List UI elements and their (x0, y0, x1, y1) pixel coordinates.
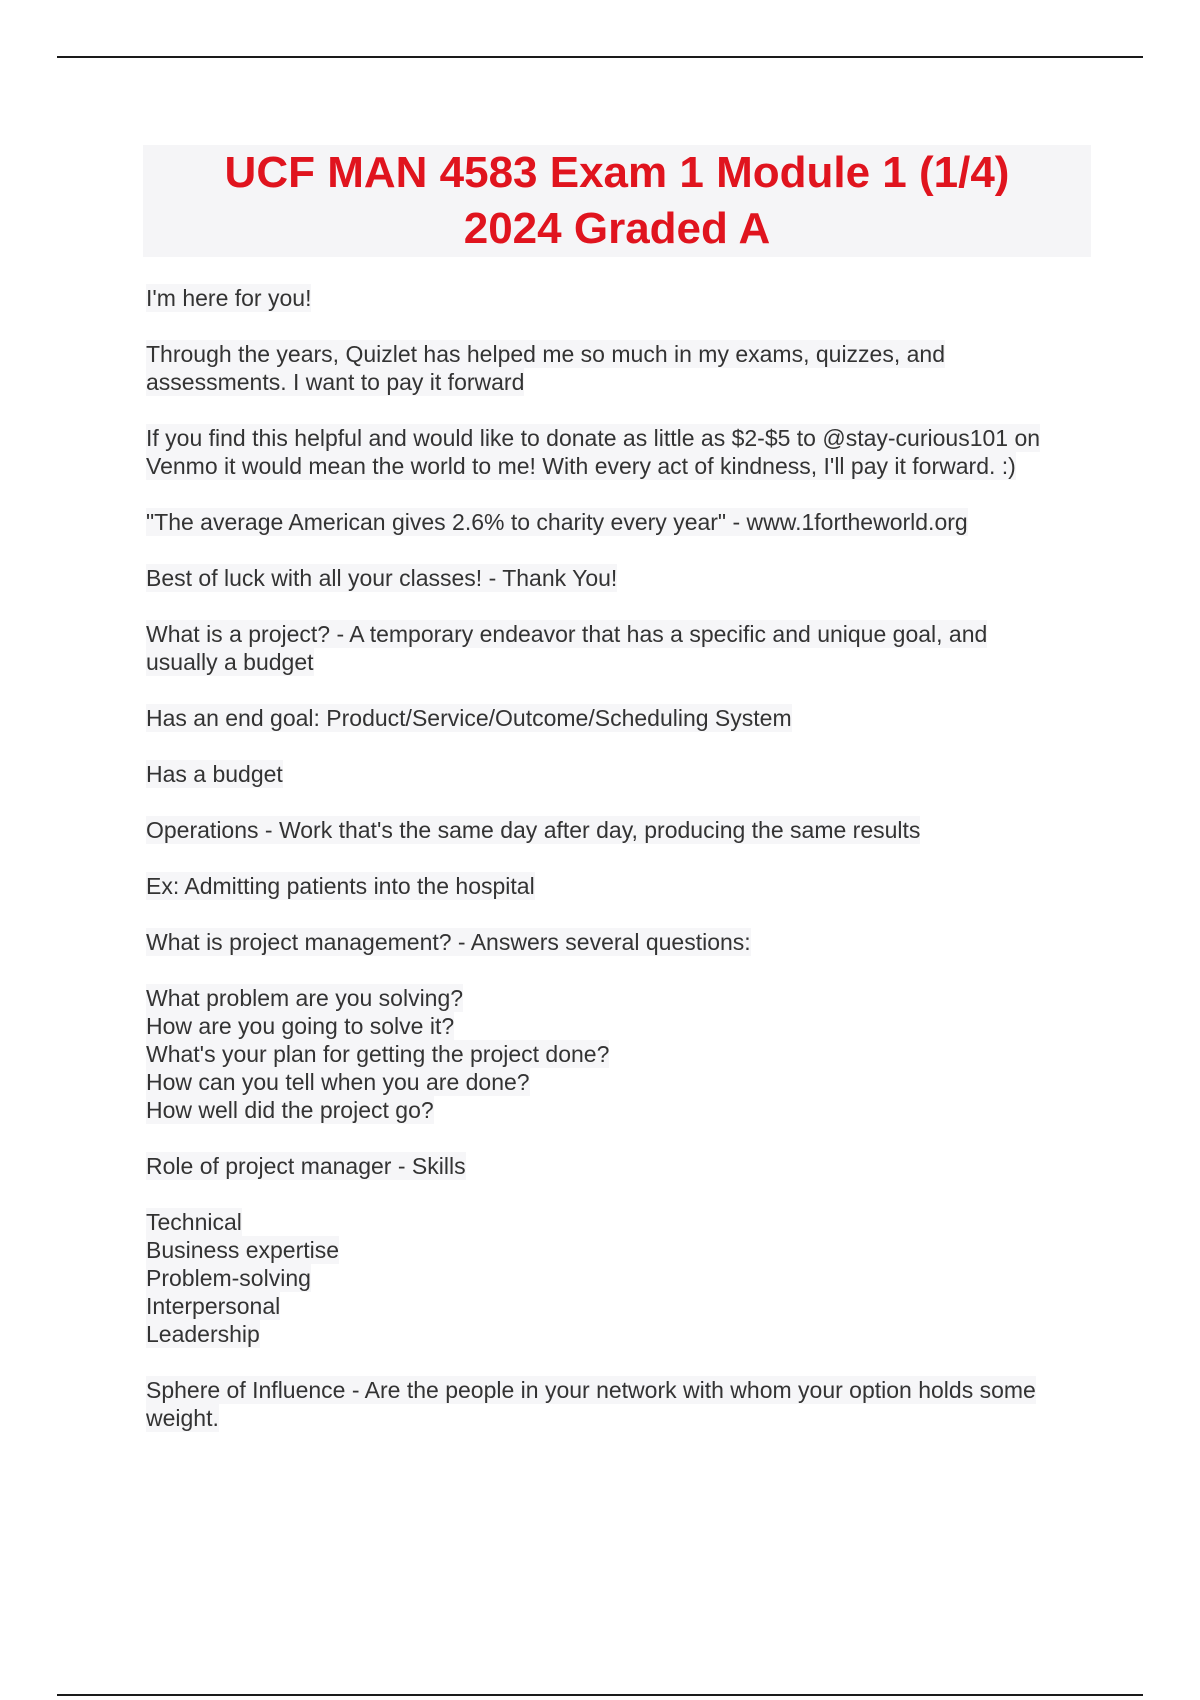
text-line: What problem are you solving? (146, 985, 464, 1011)
paragraph (146, 872, 1146, 900)
text-line: Ex: Admitting patients into the hospital (146, 873, 535, 899)
paragraph (146, 704, 1146, 732)
text-line: Technical (146, 1209, 242, 1235)
text-line: What's your plan for getting the project done? (146, 1041, 610, 1067)
text-line: Best of luck with all your classes! - Thank You! (146, 565, 618, 591)
text-line: Through the years, Quizlet has helped me so much in my exams, quizzes, and (146, 341, 946, 367)
text-line: What is project management? - Answers several questions: (146, 929, 751, 955)
paragraph (146, 340, 1146, 396)
paragraph (146, 424, 1146, 480)
text-line: Leadership (146, 1321, 260, 1347)
paragraph (146, 284, 1146, 312)
paragraph (146, 816, 1146, 844)
text-line: Role of project manager - Skills (146, 1153, 466, 1179)
paragraph (146, 760, 1146, 788)
document-title (143, 145, 1091, 257)
paragraph (146, 928, 1146, 956)
text-line: What is a project? - A temporary endeavor that has a specific and unique goal, and (146, 621, 988, 647)
paragraph (146, 1376, 1146, 1432)
text-line: "The average American gives 2.6% to charity every year" - www.1fortheworld.org (146, 509, 968, 535)
paragraph (146, 1208, 1146, 1348)
text-line: How can you tell when you are done? (146, 1069, 530, 1095)
paragraph (146, 508, 1146, 536)
title-line-1: UCF MAN 4583 Exam 1 Module 1 (1/4) (224, 148, 1010, 197)
text-line: Sphere of Influence - Are the people in your network with whom your option holds some (146, 1377, 1036, 1403)
paragraph (146, 564, 1146, 592)
text-line: weight. (146, 1405, 219, 1431)
text-line: Has an end goal: Product/Service/Outcome/Scheduling System (146, 705, 792, 731)
document-body (146, 284, 1146, 1460)
text-line: Interpersonal (146, 1293, 281, 1319)
text-line: Has a budget (146, 761, 283, 787)
text-line: Venmo it would mean the world to me! With every act of kindness, I'll pay it forward. :) (146, 453, 1016, 479)
text-line: How are you going to solve it? (146, 1013, 455, 1039)
text-line: I'm here for you! (146, 285, 312, 311)
text-line: Operations - Work that's the same day after day, producing the same results (146, 817, 921, 843)
title-line-2: 2024 Graded A (463, 204, 771, 253)
paragraph (146, 984, 1146, 1124)
paragraph (146, 1152, 1146, 1180)
text-line: Business expertise (146, 1237, 340, 1263)
text-line: If you find this helpful and would like to donate as little as $2-$5 to @stay-curious101 on (146, 425, 1041, 451)
top-divider (57, 56, 1143, 58)
text-line: usually a budget (146, 649, 314, 675)
paragraph (146, 620, 1146, 676)
text-line: assessments. I want to pay it forward (146, 369, 525, 395)
text-line: How well did the project go? (146, 1097, 434, 1123)
bottom-divider (57, 1694, 1143, 1696)
text-line: Problem-solving (146, 1265, 311, 1291)
